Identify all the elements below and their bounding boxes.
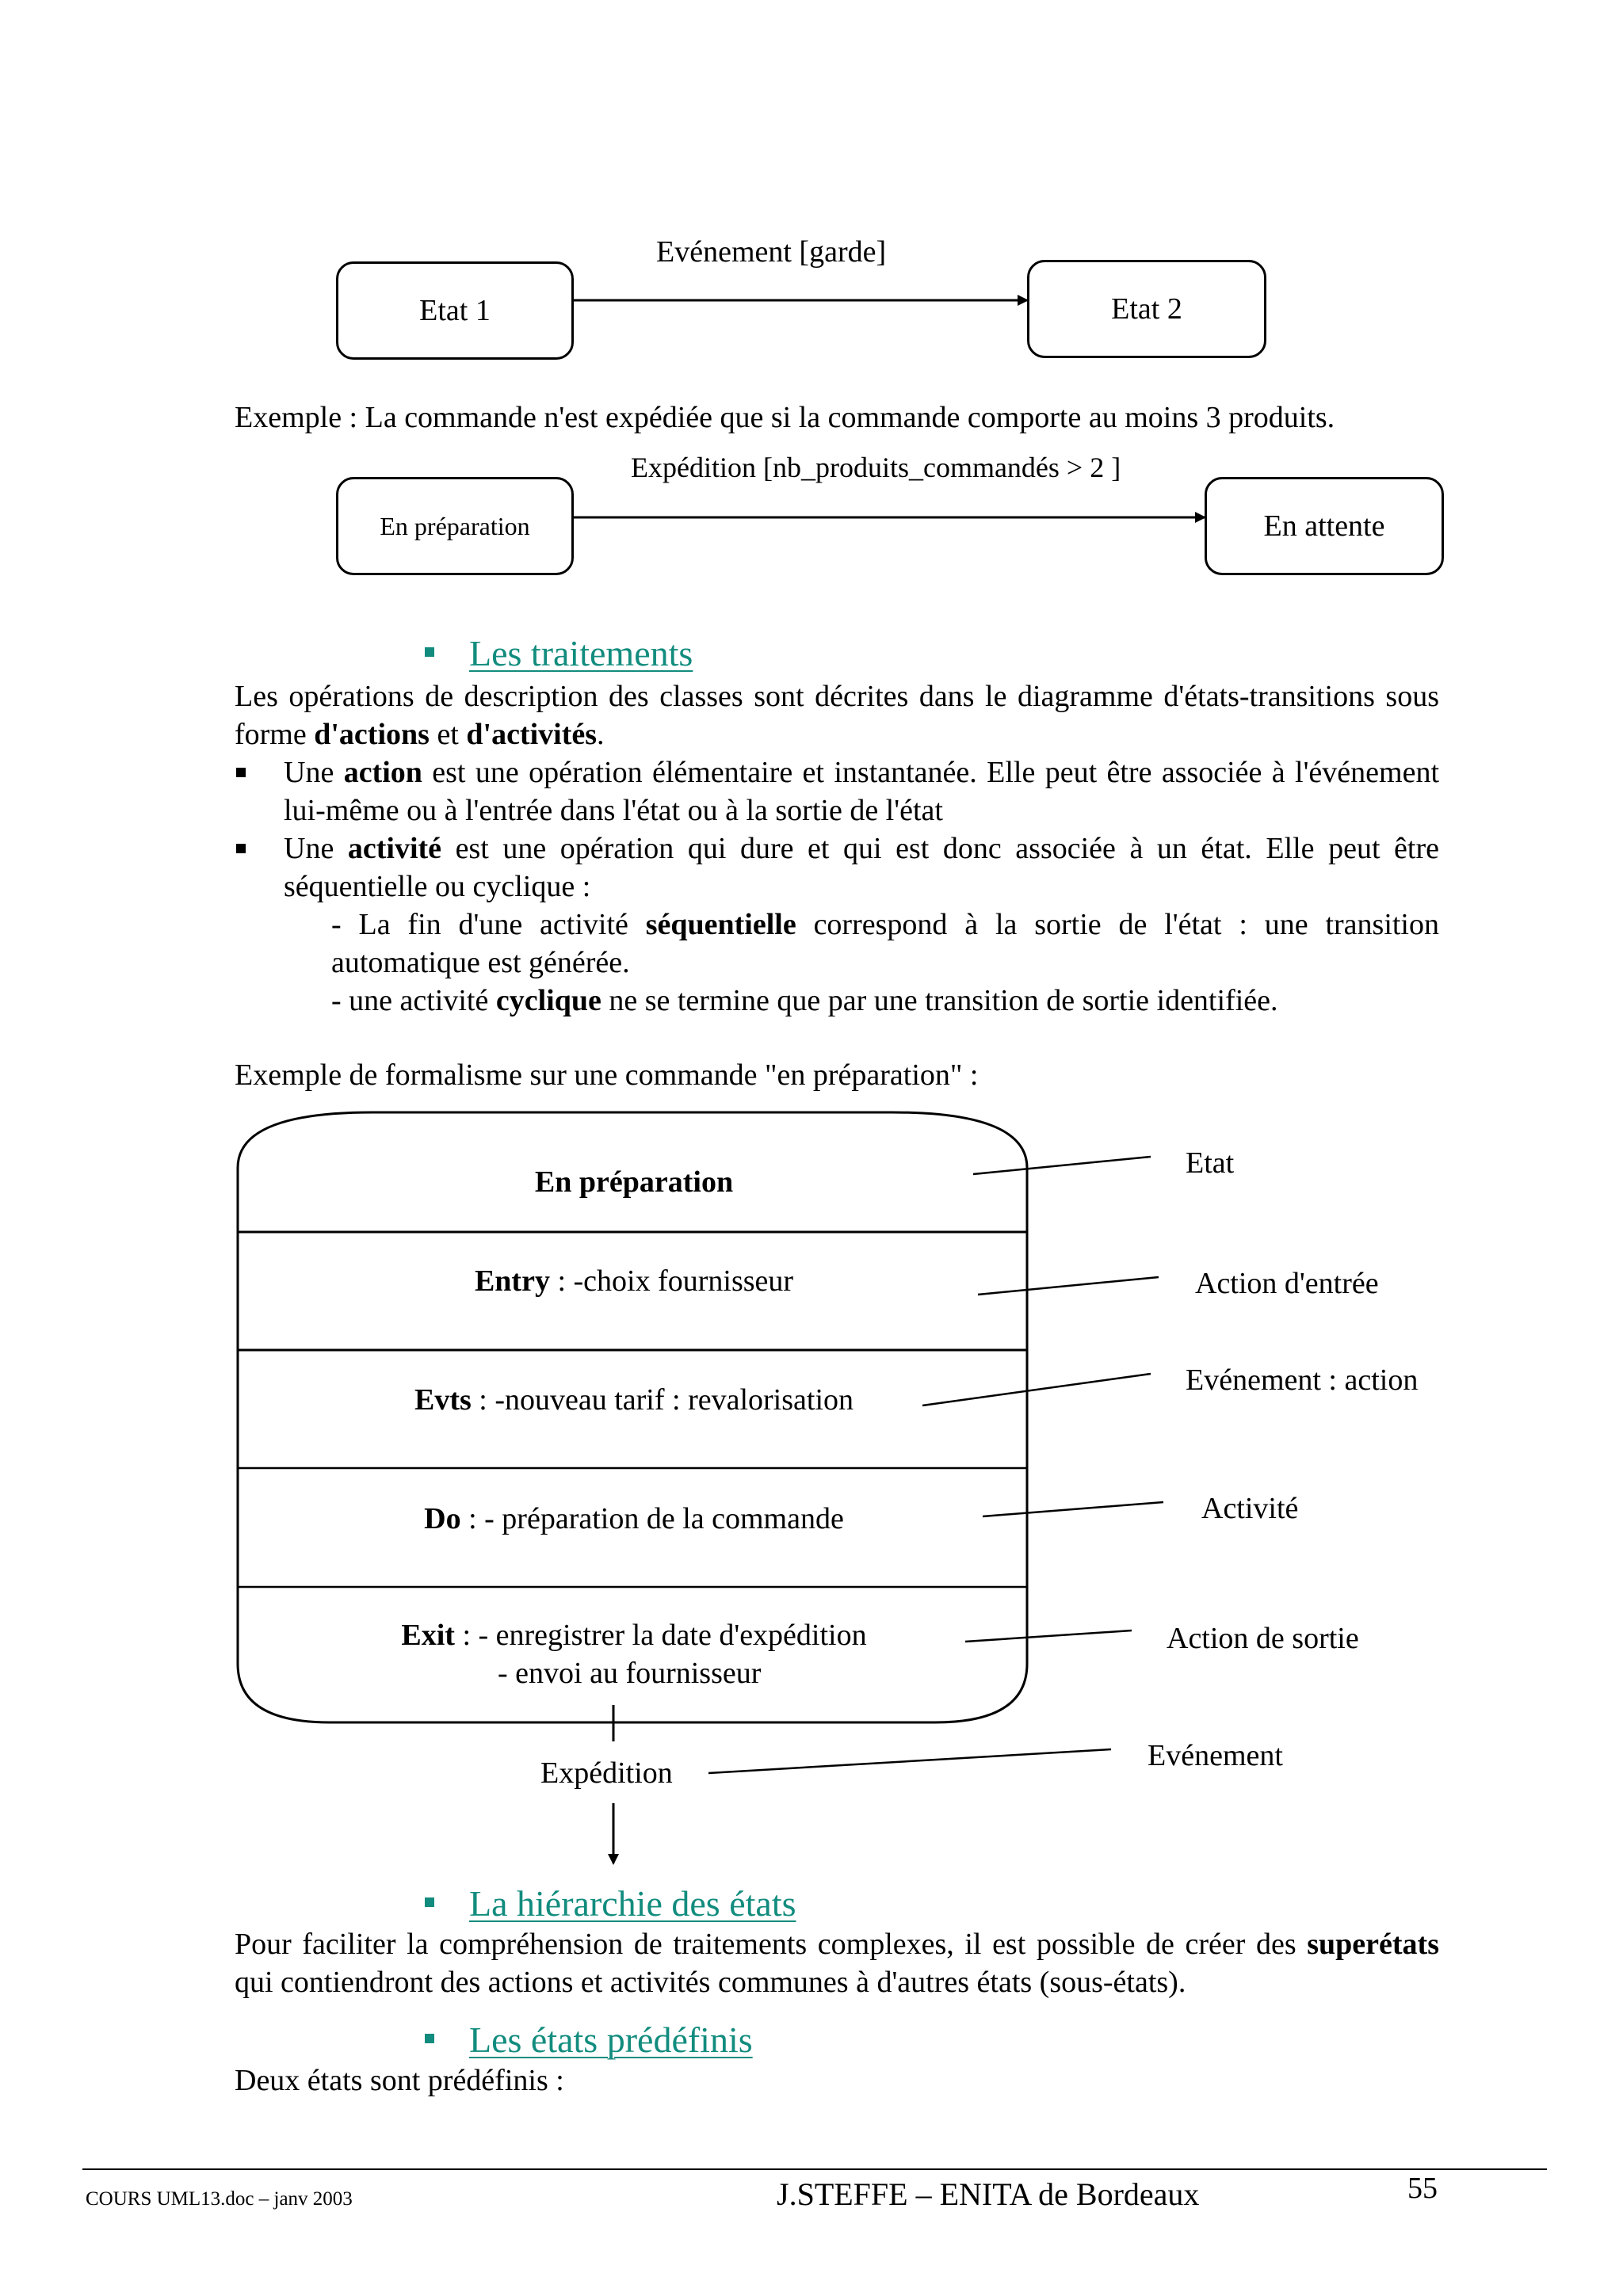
section-heading-hierarchie: La hiérarchie des états	[425, 1882, 796, 1926]
do-row: Do : - préparation de la commande	[424, 1502, 844, 1535]
exit-event-label: Expédition	[540, 1756, 673, 1790]
entry-row: Entry : -choix fournisseur	[474, 1264, 794, 1298]
transition-label-2: Expédition [nb_produits_commandés > 2 ]	[631, 452, 1121, 483]
footer-author: J.STEFFE – ENITA de Bordeaux	[777, 2176, 1200, 2212]
bullet-item-action: Une action est une opération élémentaire et instantanée. Elle peut être associée à l'événement lui-même ou à l'entrée dans l'état ou à la sortie de l'état	[235, 753, 1439, 830]
page-number: 55	[1407, 2172, 1438, 2205]
paragraph-traitements-intro: Les opérations de description des classes sont décrites dans le diagramme d'états-transitions sous forme d'actions et d'activités.	[235, 680, 1439, 751]
state-label: En préparation	[380, 511, 530, 540]
exit-row-second-line: - envoi au fournisseur	[498, 1657, 762, 1690]
state-label: Etat 2	[1111, 292, 1182, 326]
label-evenement-action: Evénement : action	[1186, 1363, 1419, 1397]
label-etat: Etat	[1186, 1146, 1235, 1180]
paragraph-hierarchie: Pour faciliter la compréhension de traitements complexes, il est possible de créer des superétats qui contiendront des actions et activités communes à d'autres états (sous-états).	[235, 1928, 1439, 1999]
label-action-entree: Action d'entrée	[1195, 1267, 1379, 1300]
transition-label-1: Evénement [garde]	[656, 235, 887, 269]
sub-item-sequentielle: - La fin d'une activité séquentielle correspond à la sortie de l'état : une transition automatique est générée.	[331, 908, 1439, 979]
evts-row: Evts : -nouveau tarif : revalorisation	[414, 1383, 854, 1417]
section-heading-traitements: Les traitements	[425, 631, 693, 676]
exit-row: Exit : - enregistrer la date d'expédition	[401, 1619, 867, 1652]
sub-item-cyclique: - une activité cyclique ne se termine que par une transition de sortie identifiée.	[331, 984, 1278, 1017]
bullet-icon	[425, 2034, 434, 2043]
bullet-item-activite: Une activité est une opération qui dure et qui est donc associée à un état. Elle peut être séquentielle ou cyclique :	[235, 830, 1439, 906]
state-label: En attente	[1263, 509, 1385, 543]
label-evenement: Evénement	[1148, 1739, 1283, 1772]
paragraph-predefinis: Deux états sont prédéfinis :	[235, 2064, 564, 2097]
label-activite: Activité	[1201, 1492, 1299, 1525]
example2-intro: Exemple de formalisme sur une commande "en préparation" :	[235, 1058, 979, 1092]
section-heading-predefinis: Les états prédéfinis	[425, 2018, 753, 2062]
example-text: Exemple : La commande n'est expédiée que si la commande comporte au moins 3 produits.	[235, 401, 1335, 434]
state-label: Etat 1	[419, 294, 491, 327]
label-action-sortie: Action de sortie	[1167, 1622, 1359, 1655]
footer-filename: COURS UML13.doc – janv 2003	[86, 2188, 353, 2210]
state-name: En préparation	[534, 1165, 734, 1199]
bullet-icon	[425, 1897, 434, 1907]
leader-line-evenement	[708, 1749, 1111, 1773]
